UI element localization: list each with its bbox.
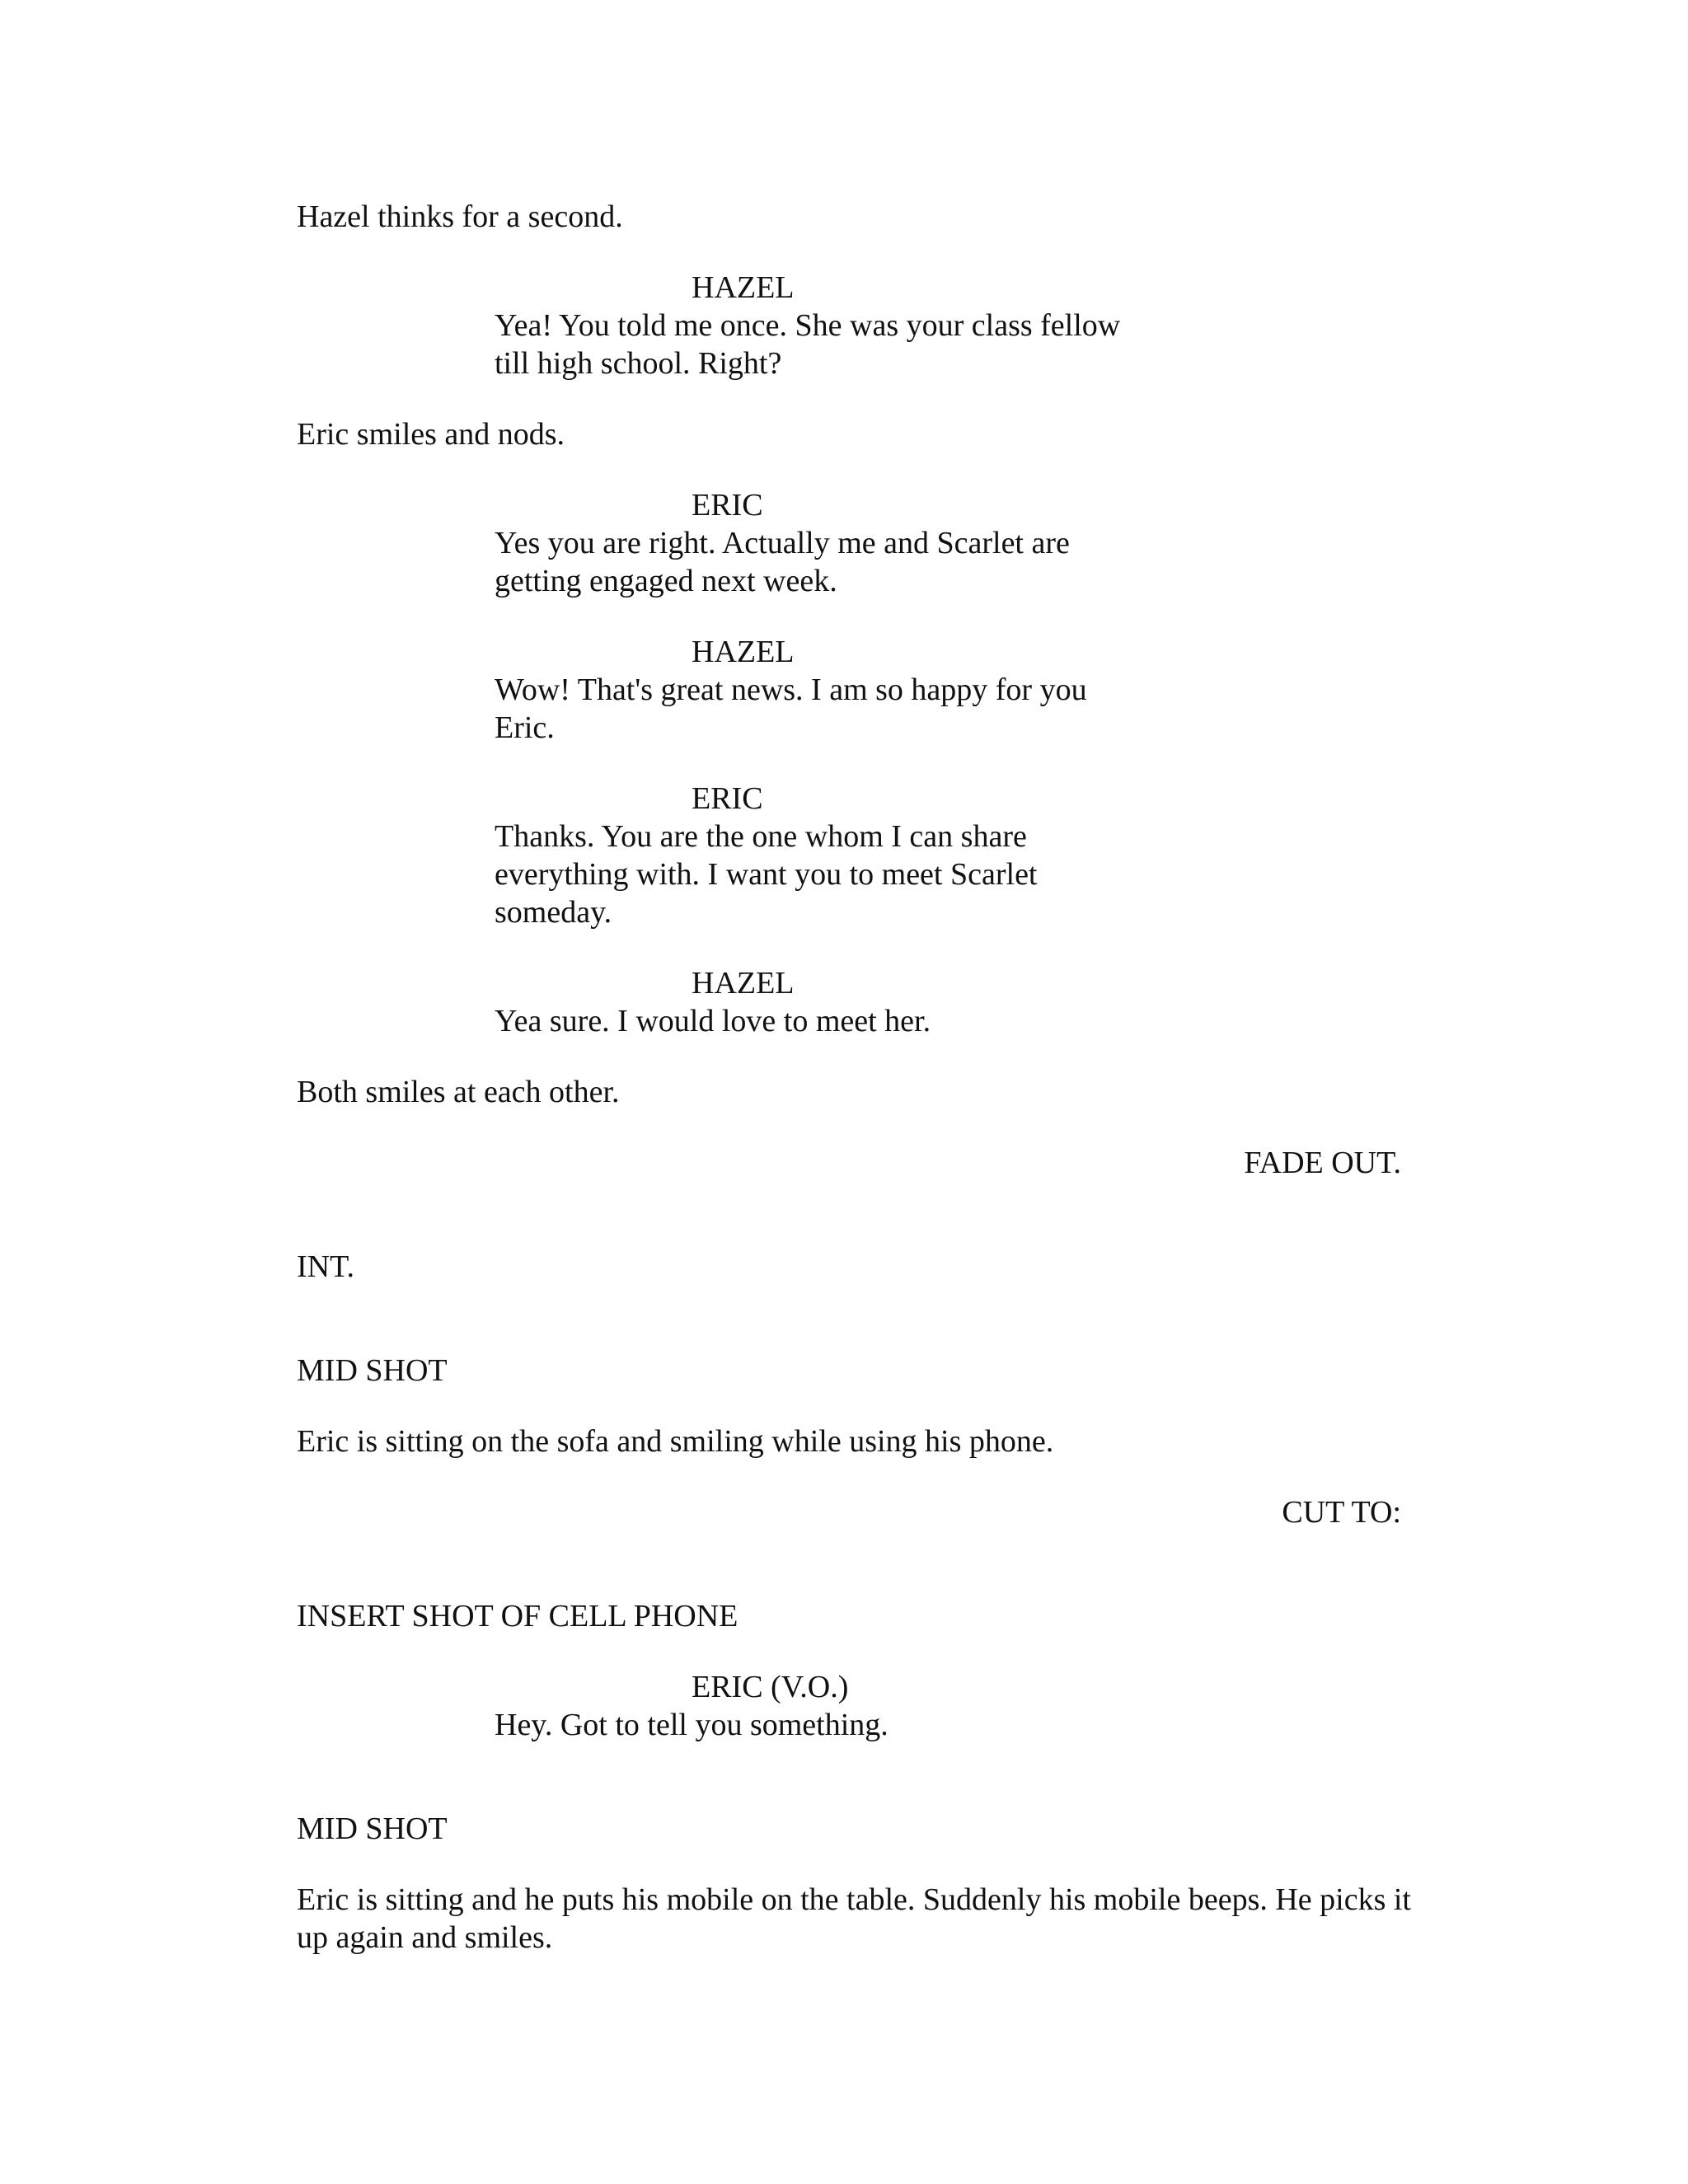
transition: FADE OUT. (1244, 1146, 1401, 1180)
dialogue: Hey. Got to tell you something. (495, 1708, 889, 1742)
action-line: Hazel thinks for a second. (297, 199, 623, 234)
action-line: Both smiles at each other. (297, 1075, 620, 1109)
character-cue: ERIC (692, 488, 763, 523)
action-line: Eric is sitting on the sofa and smiling while using his phone. (297, 1424, 1054, 1459)
character-cue: HAZEL (692, 635, 795, 669)
character-cue: HAZEL (692, 270, 795, 305)
character-cue: HAZEL (692, 966, 795, 1001)
dialogue: Yea! You told me once. She was your class fellow till high school. Right? (495, 308, 1121, 381)
action-line: Eric is sitting and he puts his mobile on the table. Suddenly his mobile beeps. He picks it up again and smiles. (297, 1882, 1411, 1955)
shot-heading: INT. (297, 1249, 354, 1284)
shot-heading: MID SHOT (297, 1811, 448, 1846)
dialogue: Yes you are right. Actually me and Scarlet are getting engaged next week. (495, 526, 1070, 598)
action-line: Eric smiles and nods. (297, 417, 565, 452)
shot-heading: MID SHOT (297, 1353, 448, 1388)
dialogue: Thanks. You are the one whom I can share everything with. I want you to meet Scarlet someday. (495, 819, 1038, 930)
dialogue: Yea sure. I would love to meet her. (495, 1004, 931, 1038)
character-cue: ERIC (692, 781, 763, 816)
character-cue: ERIC (V.O.) (692, 1670, 849, 1704)
transition: CUT TO: (1282, 1495, 1401, 1530)
shot-heading: INSERT SHOT OF CELL PHONE (297, 1599, 738, 1633)
dialogue: Wow! That's great news. I am so happy for you Eric. (495, 673, 1087, 745)
